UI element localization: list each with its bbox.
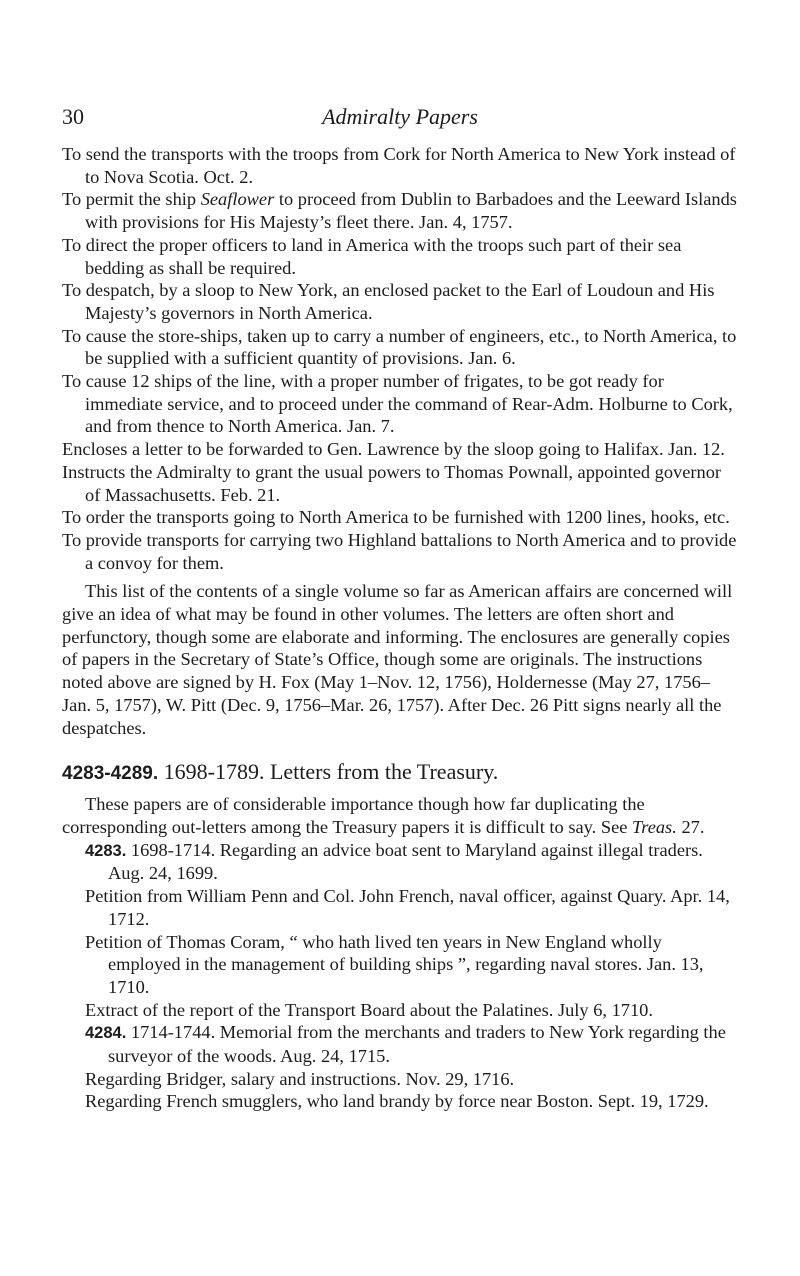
body-paragraph [62, 793, 738, 838]
page-body [62, 143, 738, 1113]
ship-name: Seaflower [200, 189, 275, 210]
reference: Treas. [632, 816, 677, 837]
running-title: Admiralty Papers [322, 104, 478, 129]
list-item: Regarding French smugglers, who land brandy by force near Boston. Sept. 19, 1729. [85, 1091, 709, 1112]
paragraph-text: These papers are of considerable importance though how far duplicating the corresponding out-letters among the Treasury papers it is difficult to say. See [62, 794, 645, 837]
section-number: 4283-4289. [62, 763, 159, 785]
list-item [62, 188, 738, 233]
entry-text: the Leeward Islands with provisions for His Majesty’s fleet there. Jan. 4, 1757. [85, 189, 737, 233]
entry-text: To permit the ship [62, 189, 197, 210]
paragraph-text: 27. [681, 816, 705, 837]
list-item: Extract of the report of the Transport Board about the Palatines. July 6, 1710. [85, 999, 653, 1020]
list-item: To send the transports with the troops from Cork for North America to New York instead of to Nova Scotia. Oct. 2. [62, 144, 736, 187]
body-paragraph: This list of the contents of a single volume so far as American affairs are concerned will give an idea of what may be found in other volumes. The letters are often short and perfunctory, though some are elaborate and informing. The enclosures are generally copies of papers in the Secretary of State’s Office, though some are originals. The instructions noted above are signed by H. Fox (May 1–Nov. 12, 1756), Holdernesse (May 27, 1756–Jan. 5, 1757), W. Pitt (Dec. 9, 1756–Mar. 26, 1757). After Dec. 26 Pitt signs nearly all the despatches. [62, 581, 733, 738]
page-number: 30 [62, 104, 84, 129]
list-item: To provide transports for carrying two Highland battalions to North America and to provide a convoy for them. [62, 529, 737, 573]
entry-text: 1698-1714. Regarding an advice boat sent to Maryland against illegal traders. Aug. 24, 1699. [108, 839, 703, 884]
list-item [62, 1021, 738, 1067]
section-title: 1698-1789. Letters from the Treasury. [163, 759, 499, 785]
list-item: To order the transports going to North America to be furnished with 1200 lines, hooks, etc. [62, 507, 730, 528]
item-number: 4284. [85, 1024, 127, 1043]
list-item: To cause 12 ships of the line, with a proper number of frigates, to be got ready for immediate service, and to proceed under the command of Rear-Adm. Holburne to Cork, and from thence to North America. Jan. 7. [62, 371, 733, 437]
entry-text: 1714-1744. Memorial from the merchants and traders to New York regarding the surveyor of the woods. Aug. 24, 1715. [108, 1022, 726, 1067]
list-item: Encloses a letter to be forwarded to Gen. Lawrence by the sloop going to Halifax. Jan. 12. [62, 439, 725, 460]
list-item: Regarding Bridger, salary and instructions. Nov. 29, 1716. [85, 1068, 515, 1089]
item-number: 4283. [85, 841, 127, 860]
list-item: To cause the store-ships, taken up to carry a number of engineers, etc., to North America, to be supplied with a sufficient quantity of provisions. Jan. 6. [62, 325, 737, 369]
entry-text: to proceed from Dublin to Barbadoes and [278, 189, 585, 210]
section-heading [62, 759, 738, 787]
list-item: To despatch, by a sloop to New York, an enclosed packet to the Earl of Loudoun and His Majesty’s governors in North America. [62, 280, 715, 323]
list-item: Petition from William Penn and Col. John French, naval officer, against Quary. Apr. 14, 1712. [85, 886, 730, 929]
list-item [62, 839, 738, 885]
list-item: Instructs the Admiralty to grant the usual powers to Thomas Pownall, appointed governor of Massachusetts. Feb. 21. [62, 461, 722, 505]
list-item: To direct the proper officers to land in America with the troops such part of their sea bedding as shall be required. [62, 234, 682, 278]
list-item: Petition of Thomas Coram, “ who hath lived ten years in New England wholly employed in the management of building ships ”, regarding naval stores. Jan. 13, 1710. [85, 931, 704, 997]
page-header [0, 104, 800, 134]
